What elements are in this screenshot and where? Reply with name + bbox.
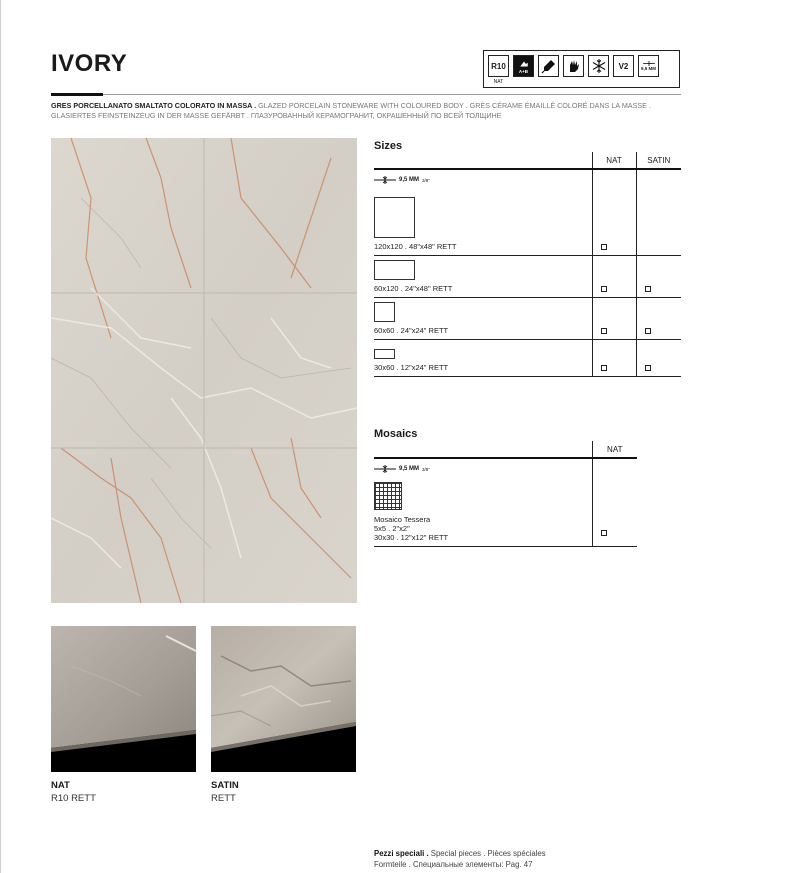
table-row (374, 458, 637, 546)
frost-resistant-icon (588, 55, 609, 77)
thickness-icon (638, 55, 659, 77)
thickness-label (374, 176, 430, 184)
size-cell (374, 169, 592, 255)
product-description (51, 101, 681, 121)
size-label: 60x60 . 24"x24" RETT (374, 325, 449, 335)
satin-cell (636, 169, 681, 255)
footer-rest: Special pieces . Pièces spéciales (428, 849, 546, 858)
table-row (374, 169, 681, 255)
thickness-label (374, 465, 430, 473)
swatch-120x120 (374, 197, 415, 238)
availability-checkbox (645, 286, 651, 292)
finish-satin-name: SATIN (211, 780, 239, 791)
satin-cell (636, 339, 681, 376)
badge-chemical (563, 55, 584, 87)
mosaics-header-nat: NAT (592, 441, 637, 458)
nat-cell (592, 339, 636, 376)
size-cell (374, 297, 592, 339)
badge-v2 (613, 55, 634, 87)
product-title: IVORY (51, 50, 128, 77)
description-bold: GRES PORCELLANATO SMALTATO COLORATO IN MASSA . (51, 101, 257, 110)
mosaic-name: Mosaico Tessera (374, 514, 431, 524)
title-accent-rule (51, 93, 103, 96)
abrasion-icon (513, 55, 534, 77)
table-row (374, 255, 681, 297)
thickness-badge-label: 9,5 MM (640, 66, 656, 71)
stain-resistance-icon (538, 55, 559, 77)
finish-satin-image (211, 626, 356, 772)
satin-cell (636, 297, 681, 339)
availability-checkbox (601, 244, 607, 250)
mosaic-tile-size: 5x5 . 2"x2" (374, 523, 410, 533)
thickness-inch: 3/8" (422, 177, 430, 183)
technical-badges (483, 50, 680, 88)
availability-checkbox (601, 365, 607, 371)
badge-frost (588, 55, 609, 87)
page-edge (0, 0, 1, 873)
description-rest: GLAZED PORCELAIN STONEWARE WITH COLOURED BODY . GRÈS CÉRAME ÉMAILLÉ COLORÉ DANS LA MASSE . GLASIERTES FEINSTEINZEUG IN DER MASSE GEFÄRBT . ГЛАЗУРОВАННЫЙ КЕРАМОГРАНИТ, ОКРАШЕННЫЙ ПО ВСЕЙ ТОЛЩИНЕ (51, 101, 651, 120)
mosaic-cell (374, 458, 592, 546)
badge-thickness (638, 55, 659, 87)
footer-bold: Pezzi speciali . (374, 849, 429, 858)
slip-resistance-icon: R10 (488, 55, 509, 77)
footer-line-1 (374, 849, 546, 860)
marble-texture (51, 138, 357, 603)
badge-r10-sub: NAT (493, 79, 504, 85)
badge-r10 (488, 55, 509, 87)
thickness-inch: 3/8" (422, 466, 430, 472)
badge-abrasion (513, 55, 534, 87)
finish-nat-spec: R10 RETT (51, 793, 96, 804)
badge-stain (538, 55, 559, 87)
sizes-title: Sizes (374, 140, 403, 152)
nat-cell (592, 297, 636, 339)
availability-checkbox (601, 328, 607, 334)
nat-cell (592, 458, 637, 546)
finish-satin-spec: RETT (211, 793, 236, 804)
swatch-60x120 (374, 260, 415, 280)
special-pieces-note (374, 849, 546, 870)
mosaics-header-blank (374, 441, 592, 458)
size-cell (374, 339, 592, 376)
availability-checkbox (645, 328, 651, 334)
sizes-header-satin: SATIN (636, 152, 681, 169)
nat-cell (592, 255, 636, 297)
mosaics-title: Mosaics (374, 428, 418, 440)
mosaic-sheet-size: 30x30 . 12"x12" RETT (374, 532, 449, 542)
availability-checkbox (601, 286, 607, 292)
availability-checkbox (601, 530, 607, 536)
thickness-value: 9,5 MM (399, 466, 420, 472)
chemical-resistance-icon (563, 55, 584, 77)
finish-nat-image (51, 626, 196, 772)
table-row (374, 339, 681, 376)
footer-line-2: Formteile . Специальные элементы: Pag. 47 (374, 859, 533, 869)
hero-tile-image (51, 138, 357, 603)
finish-nat-name: NAT (51, 780, 70, 791)
availability-checkbox (645, 365, 651, 371)
nat-cell (592, 169, 636, 255)
size-label: 60x120 . 24"x48" RETT (374, 283, 453, 293)
size-label: 30x60 . 12"x24" RETT (374, 362, 449, 372)
satin-cell (636, 255, 681, 297)
size-label: 120x120 . 48"x48" RETT (374, 241, 457, 251)
swatch-60x60 (374, 302, 395, 322)
title-divider (51, 94, 681, 95)
mosaic-grid-icon (374, 482, 402, 510)
shade-variation-icon: V2 (613, 55, 634, 77)
swatch-30x60 (374, 349, 395, 359)
abrasion-label: A+B (518, 68, 529, 74)
table-row (374, 297, 681, 339)
sizes-table (374, 152, 681, 377)
size-cell (374, 255, 592, 297)
mosaics-table (374, 441, 637, 547)
sizes-header-nat: NAT (592, 152, 636, 169)
sizes-header-blank (374, 152, 592, 169)
thickness-value: 9,5 MM (399, 177, 420, 183)
